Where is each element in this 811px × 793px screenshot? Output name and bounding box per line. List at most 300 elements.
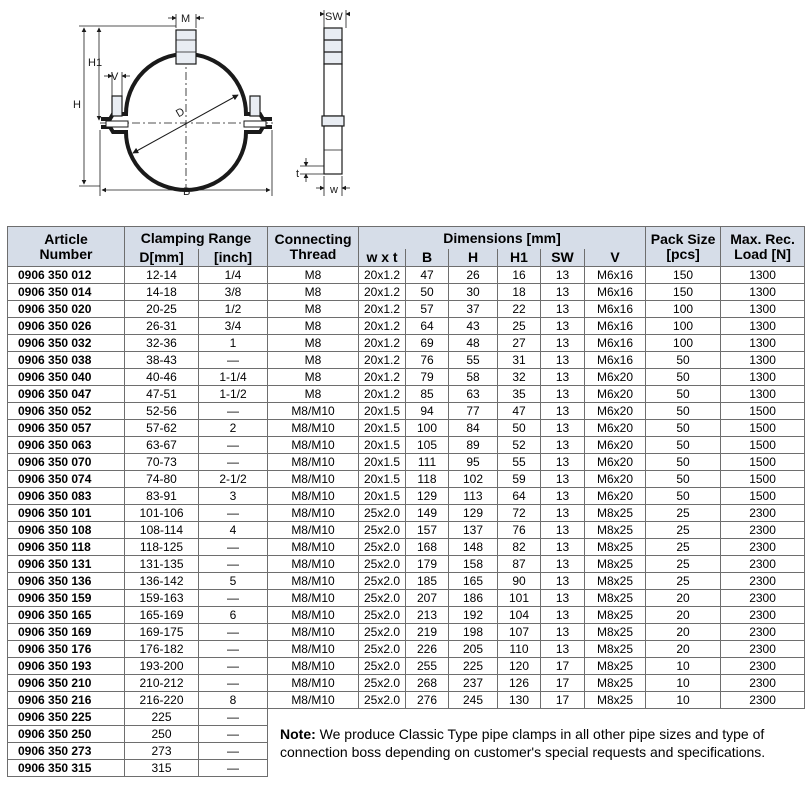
table-cell: 5 [199, 573, 268, 590]
table-cell: 8 [199, 692, 268, 709]
table-cell: M8x25 [585, 607, 646, 624]
label-m: M [181, 13, 191, 25]
table-cell: M8/M10 [268, 573, 359, 590]
table-cell: 137 [449, 522, 498, 539]
table-cell: M8/M10 [268, 658, 359, 675]
table-cell: M6x20 [585, 488, 646, 505]
table-cell: 20x1.2 [359, 386, 406, 403]
clamp-side-view [322, 28, 344, 174]
table-row [8, 488, 805, 505]
header-pack-size: Pack Size [pcs] [646, 227, 721, 267]
table-cell: 1300 [721, 352, 805, 369]
table-cell: 50 [646, 403, 721, 420]
table-cell: 20x1.2 [359, 352, 406, 369]
table-cell: 1300 [721, 301, 805, 318]
table-cell: M8 [268, 267, 359, 284]
table-cell: M8/M10 [268, 403, 359, 420]
table-cell: 20x1.2 [359, 301, 406, 318]
header-d-mm: D[mm] [125, 249, 199, 267]
table-cell: 129 [449, 505, 498, 522]
table-cell: M8x25 [585, 675, 646, 692]
table-cell: 13 [541, 607, 585, 624]
table-cell: 89 [449, 437, 498, 454]
table-cell: 17 [541, 675, 585, 692]
table-cell: 100 [646, 301, 721, 318]
table-cell: 6 [199, 607, 268, 624]
table-cell: 57 [406, 301, 449, 318]
table-cell: 20x1.5 [359, 437, 406, 454]
table-cell: — [199, 743, 268, 760]
table-cell: M6x20 [585, 403, 646, 420]
table-cell: M8x25 [585, 573, 646, 590]
table-cell: 1300 [721, 318, 805, 335]
table-cell: — [199, 539, 268, 556]
table-cell: 149 [406, 505, 449, 522]
table-cell: 150 [646, 284, 721, 301]
table-cell: 20x1.5 [359, 471, 406, 488]
label-v: V [111, 71, 119, 83]
table-cell: M8/M10 [268, 488, 359, 505]
table-cell: 13 [541, 403, 585, 420]
table-cell: 207 [406, 590, 449, 607]
table-cell: 50 [646, 437, 721, 454]
table-cell: 3 [199, 488, 268, 505]
table-cell: M6x16 [585, 352, 646, 369]
table-cell: 64 [498, 488, 541, 505]
table-cell: 108-114 [125, 522, 199, 539]
note-label: Note: [280, 725, 316, 742]
table-cell: M8 [268, 318, 359, 335]
table-cell: — [199, 709, 268, 726]
table-cell: 43 [449, 318, 498, 335]
table-cell: M8/M10 [268, 607, 359, 624]
table-row [8, 539, 805, 556]
table-cell: 32-36 [125, 335, 199, 352]
table-cell: 165-169 [125, 607, 199, 624]
table-cell: 100 [406, 420, 449, 437]
table-cell: 13 [541, 505, 585, 522]
table-cell: 47 [498, 403, 541, 420]
article-number-cell: 0906 350 159 [8, 590, 125, 607]
table-cell: 110 [498, 641, 541, 658]
table-cell: M6x20 [585, 386, 646, 403]
table-cell: 1300 [721, 267, 805, 284]
article-number-cell: 0906 350 014 [8, 284, 125, 301]
table-cell: 50 [646, 369, 721, 386]
clamp-front-view [100, 30, 275, 190]
table-cell: 213 [406, 607, 449, 624]
table-cell: 20 [646, 624, 721, 641]
article-number-cell: 0906 350 169 [8, 624, 125, 641]
table-cell: 31 [498, 352, 541, 369]
table-row [8, 301, 805, 318]
table-cell: — [199, 624, 268, 641]
table-cell: M8/M10 [268, 675, 359, 692]
article-number-cell: 0906 350 057 [8, 420, 125, 437]
table-cell: 25x2.0 [359, 505, 406, 522]
table-cell: 55 [449, 352, 498, 369]
article-number-cell: 0906 350 052 [8, 403, 125, 420]
table-cell: M6x20 [585, 454, 646, 471]
table-cell: 50 [406, 284, 449, 301]
table-cell: M8x25 [585, 556, 646, 573]
table-cell: 168 [406, 539, 449, 556]
table-cell: 193-200 [125, 658, 199, 675]
table-cell: 210-212 [125, 675, 199, 692]
table-cell: 226 [406, 641, 449, 658]
table-cell: 12-14 [125, 267, 199, 284]
table-cell: 25 [498, 318, 541, 335]
table-cell: 150 [646, 267, 721, 284]
article-number-cell: 0906 350 074 [8, 471, 125, 488]
table-cell: 2300 [721, 539, 805, 556]
table-cell: 50 [646, 352, 721, 369]
table-cell: — [199, 590, 268, 607]
label-sw: SW [325, 11, 343, 23]
table-cell: 13 [541, 539, 585, 556]
screw-left [112, 96, 122, 116]
article-number-cell: 0906 350 136 [8, 573, 125, 590]
table-cell: 58 [449, 369, 498, 386]
article-number-cell: 0906 350 216 [8, 692, 125, 709]
table-cell: — [199, 641, 268, 658]
table-cell: M6x16 [585, 335, 646, 352]
table-cell: M6x20 [585, 437, 646, 454]
table-cell: 27 [498, 335, 541, 352]
table-cell: — [199, 454, 268, 471]
header-h: H [449, 249, 498, 267]
table-cell: M8 [268, 301, 359, 318]
table-cell: 158 [449, 556, 498, 573]
table-cell: 84 [449, 420, 498, 437]
table-cell: 17 [541, 658, 585, 675]
table-cell: 47 [406, 267, 449, 284]
table-cell: 25x2.0 [359, 522, 406, 539]
table-cell: 50 [646, 488, 721, 505]
header-h1: H1 [498, 249, 541, 267]
table-cell: 25x2.0 [359, 556, 406, 573]
table-cell: 30 [449, 284, 498, 301]
table-cell: — [199, 726, 268, 743]
table-row [8, 437, 805, 454]
table-cell: 25x2.0 [359, 573, 406, 590]
header-sw: SW [541, 249, 585, 267]
connecting-boss [176, 30, 196, 64]
table-cell: 13 [541, 573, 585, 590]
article-number-cell: 0906 350 108 [8, 522, 125, 539]
table-cell: 273 [125, 743, 199, 760]
table-cell: 13 [541, 641, 585, 658]
table-cell: 25x2.0 [359, 658, 406, 675]
table-row [8, 624, 805, 641]
table-cell: 118 [406, 471, 449, 488]
table-cell: 13 [541, 522, 585, 539]
table-cell: — [199, 352, 268, 369]
table-cell: M6x16 [585, 267, 646, 284]
table-cell: 69 [406, 335, 449, 352]
table-cell: 100 [646, 335, 721, 352]
table-cell: 13 [541, 624, 585, 641]
table-cell: 25x2.0 [359, 607, 406, 624]
table-cell: 250 [125, 726, 199, 743]
table-row [8, 522, 805, 539]
table-cell: 20x1.2 [359, 335, 406, 352]
table-cell: M8x25 [585, 641, 646, 658]
table-cell: 13 [541, 301, 585, 318]
table-cell: 1-1/4 [199, 369, 268, 386]
table-cell: 1/4 [199, 267, 268, 284]
table-cell: 25 [646, 522, 721, 539]
article-number-cell: 0906 350 063 [8, 437, 125, 454]
table-cell: 13 [541, 318, 585, 335]
table-cell: 1/2 [199, 301, 268, 318]
table-row [8, 386, 805, 403]
table-cell: M8x25 [585, 658, 646, 675]
table-cell: 2300 [721, 505, 805, 522]
table-cell: 87 [498, 556, 541, 573]
table-cell: — [199, 403, 268, 420]
table-cell: M8/M10 [268, 590, 359, 607]
table-cell: M8/M10 [268, 420, 359, 437]
table-cell: M6x20 [585, 420, 646, 437]
table-cell: 79 [406, 369, 449, 386]
table-cell: M8/M10 [268, 471, 359, 488]
table-cell: 22 [498, 301, 541, 318]
table-cell: 32 [498, 369, 541, 386]
header-article: Article Number [8, 227, 125, 267]
article-number-cell: 0906 350 026 [8, 318, 125, 335]
table-cell: 25x2.0 [359, 692, 406, 709]
table-cell: 20x1.2 [359, 267, 406, 284]
table-cell: 10 [646, 675, 721, 692]
table-cell: 25x2.0 [359, 624, 406, 641]
table-cell: 101-106 [125, 505, 199, 522]
table-cell: 57-62 [125, 420, 199, 437]
table-cell: 2300 [721, 522, 805, 539]
table-cell: M6x20 [585, 471, 646, 488]
table-cell: 148 [449, 539, 498, 556]
table-cell: M6x16 [585, 301, 646, 318]
table-cell: M8x25 [585, 624, 646, 641]
article-number-cell: 0906 350 047 [8, 386, 125, 403]
table-cell: 237 [449, 675, 498, 692]
table-cell: 276 [406, 692, 449, 709]
article-number-cell: 0906 350 176 [8, 641, 125, 658]
article-number-cell: 0906 350 131 [8, 556, 125, 573]
table-cell: 126 [498, 675, 541, 692]
table-cell: 76 [406, 352, 449, 369]
table-cell: 157 [406, 522, 449, 539]
header-v: V [585, 249, 646, 267]
table-cell: 40-46 [125, 369, 199, 386]
table-cell: 52-56 [125, 403, 199, 420]
article-number-cell: 0906 350 250 [8, 726, 125, 743]
table-cell: 2300 [721, 658, 805, 675]
table-cell: 176-182 [125, 641, 199, 658]
table-cell: 70-73 [125, 454, 199, 471]
table-cell: 14-18 [125, 284, 199, 301]
article-number-cell: 0906 350 032 [8, 335, 125, 352]
table-cell: 13 [541, 471, 585, 488]
article-number-cell: 0906 350 118 [8, 539, 125, 556]
table-cell: 74-80 [125, 471, 199, 488]
screw-right [250, 96, 260, 116]
table-cell: M8/M10 [268, 556, 359, 573]
table-cell: 2300 [721, 675, 805, 692]
table-row [8, 590, 805, 607]
table-row [8, 318, 805, 335]
table-cell: — [199, 675, 268, 692]
table-cell: M8/M10 [268, 437, 359, 454]
table-cell: 100 [646, 318, 721, 335]
table-cell: M8 [268, 352, 359, 369]
table-cell: 101 [498, 590, 541, 607]
label-w: w [330, 184, 338, 196]
table-cell: 90 [498, 573, 541, 590]
table-cell: 104 [498, 607, 541, 624]
table-cell: 1500 [721, 471, 805, 488]
table-cell: 13 [541, 267, 585, 284]
table-cell: 13 [541, 352, 585, 369]
table-row [8, 658, 805, 675]
header-clamping-range: Clamping Range [125, 227, 268, 250]
table-cell: M8x25 [585, 692, 646, 709]
table-cell: 2300 [721, 590, 805, 607]
table-cell: 55 [498, 454, 541, 471]
article-number-cell: 0906 350 020 [8, 301, 125, 318]
article-number-cell: 0906 350 070 [8, 454, 125, 471]
table-row [8, 692, 805, 709]
table-row [8, 369, 805, 386]
table-row [8, 454, 805, 471]
table-cell: 169-175 [125, 624, 199, 641]
article-number-cell: 0906 350 040 [8, 369, 125, 386]
table-cell: M8/M10 [268, 522, 359, 539]
table-cell: 25x2.0 [359, 539, 406, 556]
table-cell: 50 [646, 420, 721, 437]
table-cell: 50 [498, 420, 541, 437]
table-cell: — [199, 556, 268, 573]
table-cell: 1500 [721, 454, 805, 471]
table-cell: — [199, 505, 268, 522]
table-cell: 136-142 [125, 573, 199, 590]
table-cell: 255 [406, 658, 449, 675]
table-cell: 37 [449, 301, 498, 318]
table-cell: 95 [449, 454, 498, 471]
article-number-cell: 0906 350 273 [8, 743, 125, 760]
table-cell: 107 [498, 624, 541, 641]
table-cell: 50 [646, 386, 721, 403]
table-cell: 94 [406, 403, 449, 420]
table-cell: 216-220 [125, 692, 199, 709]
table-cell: — [199, 437, 268, 454]
table-cell: 20x1.5 [359, 488, 406, 505]
table-cell: 13 [541, 386, 585, 403]
table-cell: 13 [541, 590, 585, 607]
table-cell: 205 [449, 641, 498, 658]
table-cell: 118-125 [125, 539, 199, 556]
table-cell: 159-163 [125, 590, 199, 607]
table-cell: 1300 [721, 335, 805, 352]
table-cell: 1300 [721, 284, 805, 301]
table-cell: 111 [406, 454, 449, 471]
table-cell: M8/M10 [268, 624, 359, 641]
table-cell: 63-67 [125, 437, 199, 454]
table-cell: 18 [498, 284, 541, 301]
article-number-cell: 0906 350 193 [8, 658, 125, 675]
table-cell: 3/4 [199, 318, 268, 335]
table-cell: 59 [498, 471, 541, 488]
table-cell: 25 [646, 573, 721, 590]
table-cell: 102 [449, 471, 498, 488]
note-body: We produce Classic Type pipe clamps in all other pipe sizes and type of connection boss depending on customer's special requests and specifications. [280, 725, 766, 760]
table-cell: M8x25 [585, 505, 646, 522]
table-cell: 13 [541, 420, 585, 437]
table-row [8, 641, 805, 658]
table-cell: 25x2.0 [359, 675, 406, 692]
table-cell: M8/M10 [268, 454, 359, 471]
table-cell: 4 [199, 522, 268, 539]
table-cell: 25x2.0 [359, 590, 406, 607]
article-number-cell: 0906 350 101 [8, 505, 125, 522]
table-cell: 20-25 [125, 301, 199, 318]
table-cell: 83-91 [125, 488, 199, 505]
table-cell: 20x1.5 [359, 403, 406, 420]
table-cell: 13 [541, 284, 585, 301]
table-cell: 225 [125, 709, 199, 726]
table-row [8, 675, 805, 692]
table-cell: 48 [449, 335, 498, 352]
table-cell: 179 [406, 556, 449, 573]
table-cell: 25 [646, 505, 721, 522]
table-cell: 2300 [721, 624, 805, 641]
table-cell: 129 [406, 488, 449, 505]
technical-drawing [0, 0, 811, 225]
table-cell: 35 [498, 386, 541, 403]
table-cell: 120 [498, 658, 541, 675]
table-cell: 13 [541, 454, 585, 471]
table-cell: 131-135 [125, 556, 199, 573]
table-cell: M8x25 [585, 522, 646, 539]
table-cell: 105 [406, 437, 449, 454]
table-cell: 268 [406, 675, 449, 692]
table-row [8, 505, 805, 522]
table-cell: 2-1/2 [199, 471, 268, 488]
table-cell: 72 [498, 505, 541, 522]
table-cell: M8 [268, 386, 359, 403]
table-cell: 82 [498, 539, 541, 556]
table-cell: M6x16 [585, 284, 646, 301]
table-cell: M8x25 [585, 539, 646, 556]
table-cell: 26-31 [125, 318, 199, 335]
table-cell: 225 [449, 658, 498, 675]
table-cell: 25x2.0 [359, 641, 406, 658]
header-max-load: Max. Rec. Load [N] [721, 227, 805, 267]
table-row [8, 471, 805, 488]
table-cell: 64 [406, 318, 449, 335]
article-number-cell: 0906 350 225 [8, 709, 125, 726]
table-cell: 2300 [721, 692, 805, 709]
label-d: D [174, 105, 187, 121]
table-cell: 13 [541, 437, 585, 454]
table-row [8, 403, 805, 420]
clamp-lower-band [101, 127, 272, 190]
table-cell: 13 [541, 488, 585, 505]
table-cell: 186 [449, 590, 498, 607]
table-cell: 17 [541, 692, 585, 709]
table-cell: 85 [406, 386, 449, 403]
table-cell: 25 [646, 556, 721, 573]
